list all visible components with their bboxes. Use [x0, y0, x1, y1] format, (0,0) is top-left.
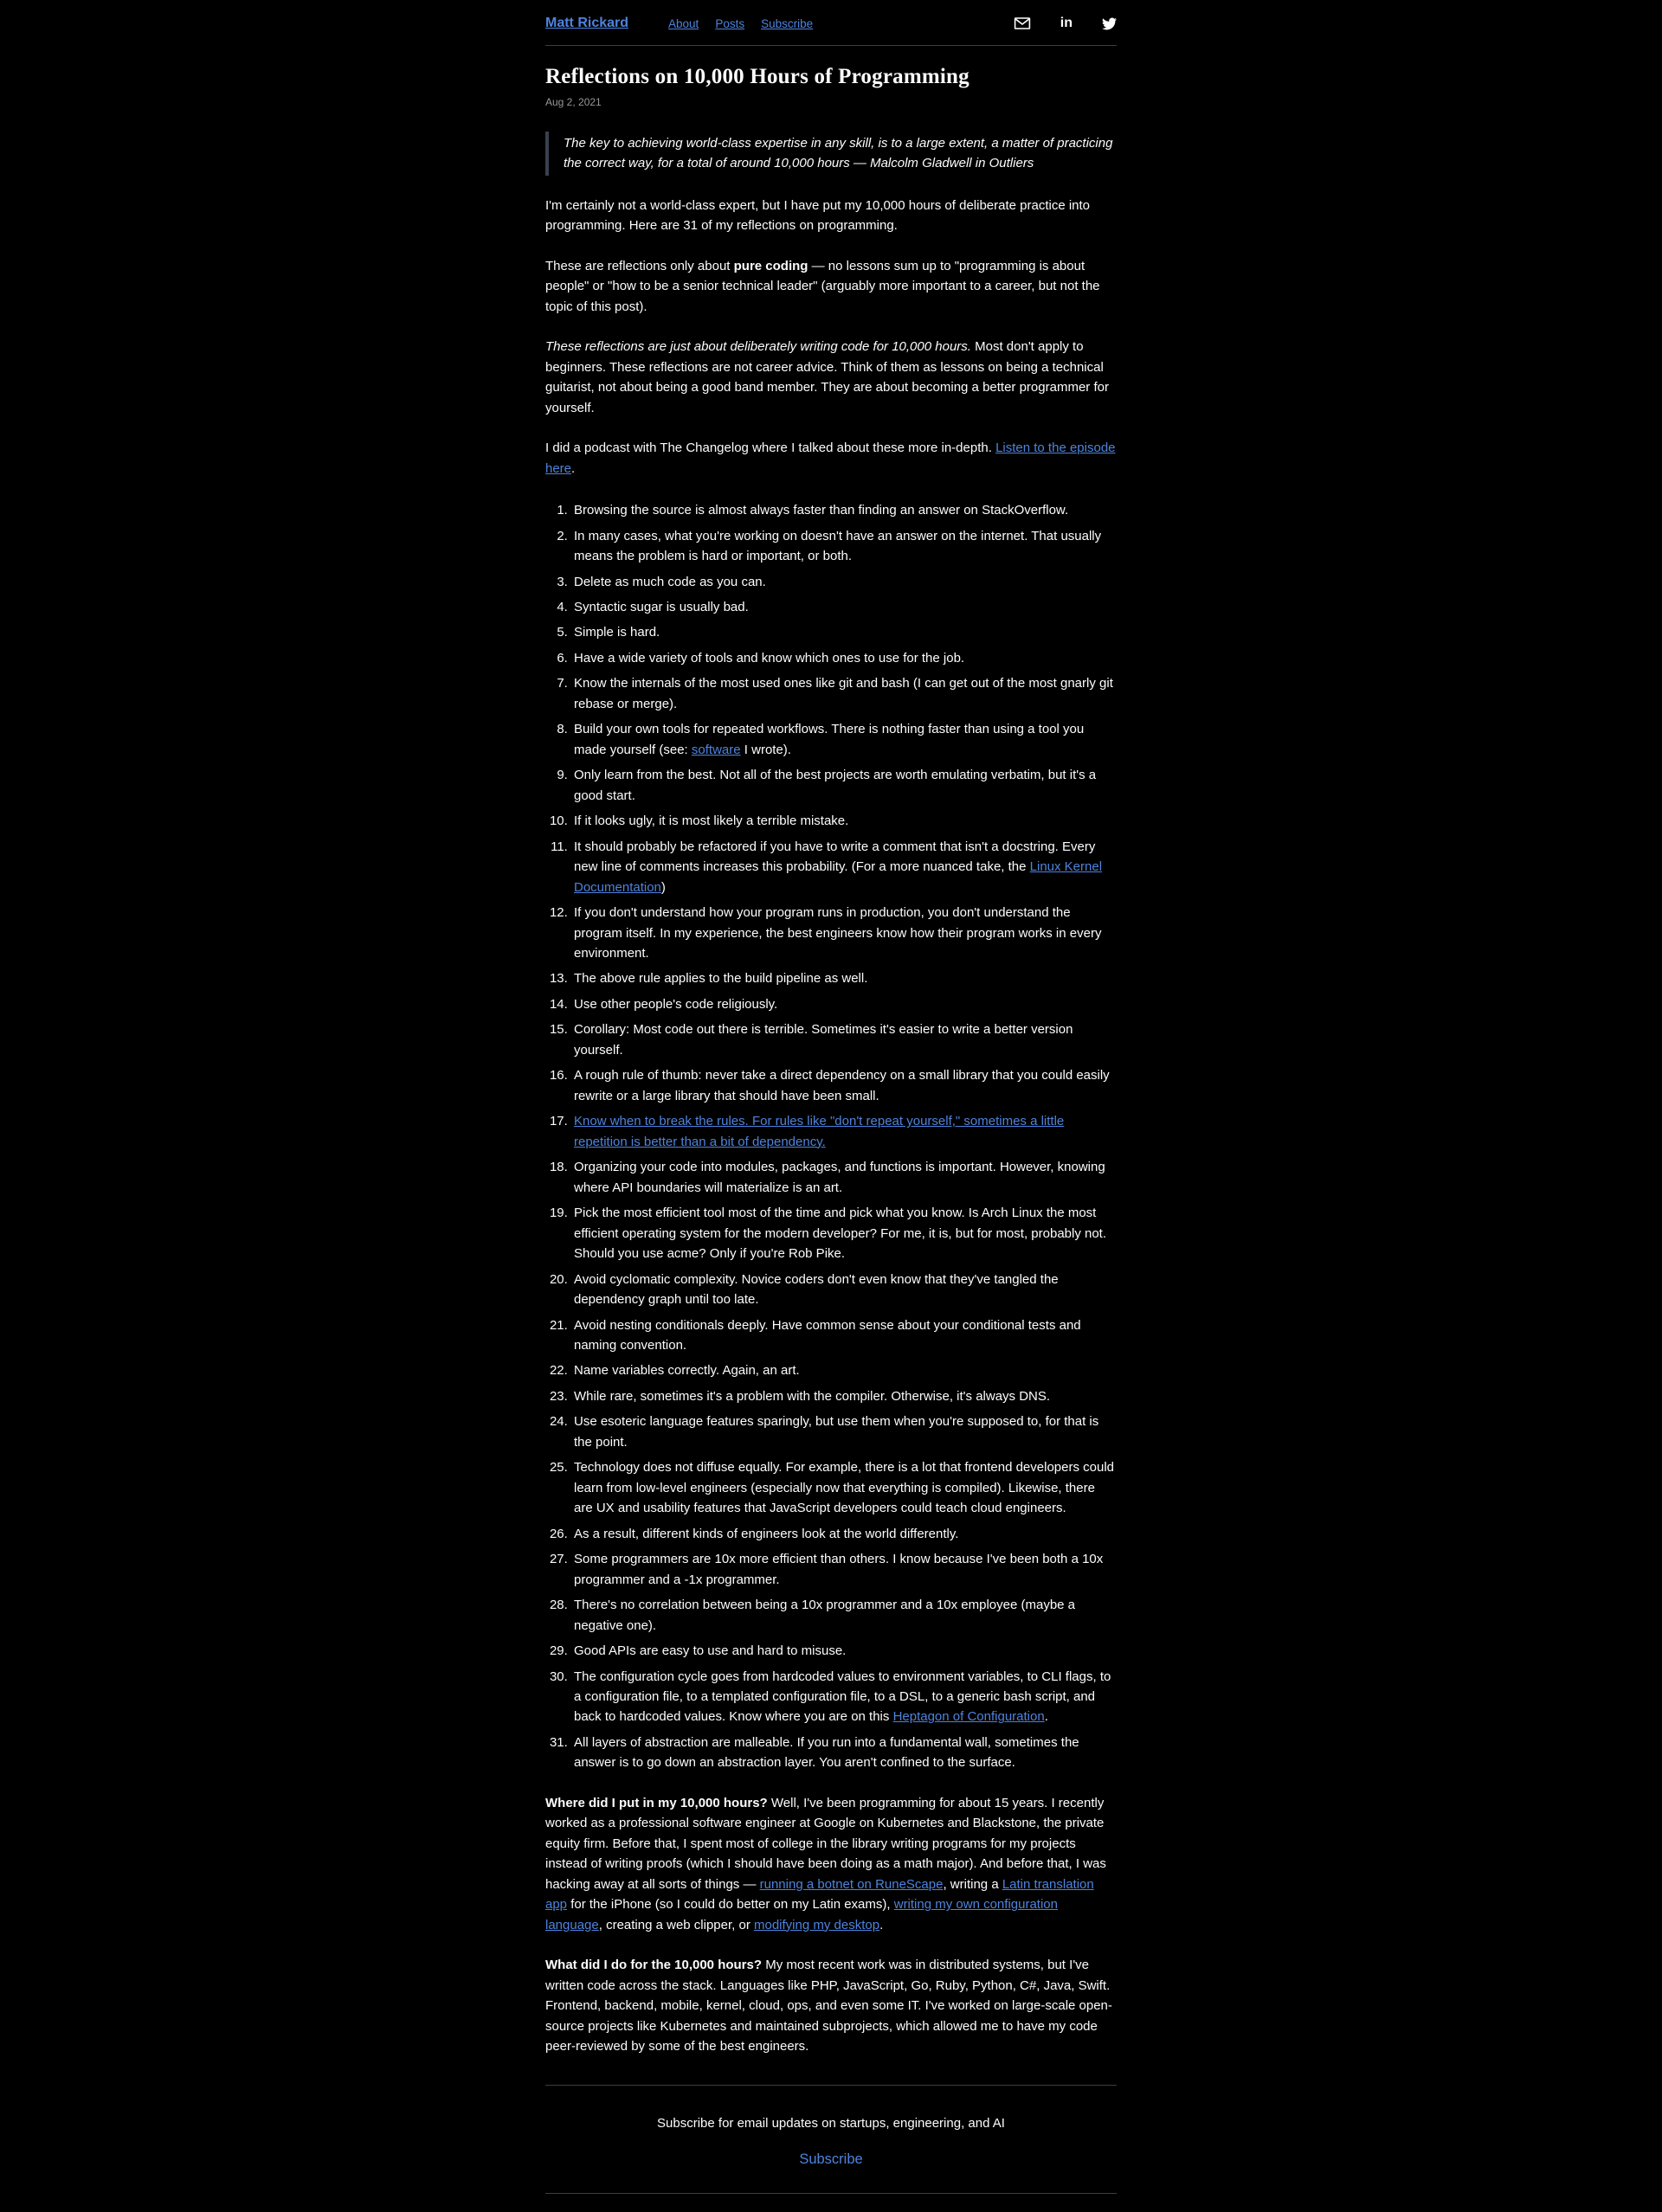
inline-link[interactable]: Listen to the episode here	[545, 440, 1116, 476]
article-paragraph: What did I do for the 10,000 hours? My most recent work was in distributed systems, but I've written code across the stack. Languages like PHP, JavaScript, Go, Ruby, Python, C#, Java, Swift. Frontend, backend, mobile, kernel, cloud, ops, and even some IT. I've worked on large-scale open-source projects like Kubernetes and maintained subprojects, which allowed me to have my code peer-reviewed by some of the best engineers.	[545, 1958, 1112, 2054]
reflection-item: 24. Use esoteric language features sparingly, but use them when you're supposed to, for that is the point.	[571, 1411, 1117, 1452]
inline-link[interactable]: Know when to break the rules. For rules like "don't repeat yourself," sometimes a little repetition is better than a bit of dependency.	[574, 1114, 1065, 1149]
reflection-item: 11. It should probably be refactored if you have to write a comment that isn't a docstring. Every new line of comments increases this probability. (For a more nuanced take, the Linux Kernel Documentation)	[571, 837, 1117, 897]
twitter-bird-icon	[1102, 17, 1117, 30]
site-footer	[545, 2085, 1117, 2194]
reflection-item: 8. Build your own tools for repeated workflows. There is nothing faster than using a tool you made yourself (see: software I wrote).	[571, 719, 1117, 760]
reflection-item: 20. Avoid cyclomatic complexity. Novice coders don't even know that they've tangled the dependency graph until too late.	[571, 1270, 1117, 1310]
inline-link[interactable]: writing my own configuration language	[545, 1897, 1058, 1932]
nav-posts[interactable]: Posts	[715, 16, 745, 30]
reflection-item: 4. Syntactic sugar is usually bad.	[571, 597, 1117, 617]
reflection-item: 5. Simple is hard.	[571, 622, 1117, 642]
reflection-item: 2. In many cases, what you're working on doesn't have an answer on the internet. That usually means the problem is hard or important, or both.	[571, 526, 1117, 567]
reflection-item: 15. Corollary: Most code out there is terrible. Sometimes it's easier to write a better version yourself.	[571, 1019, 1117, 1060]
reflection-item: 26. As a result, different kinds of engineers look at the world differently.	[571, 1524, 1117, 1544]
reflection-item: 12. If you don't understand how your program runs in production, you don't understand the program itself. In my experience, the best engineers know how their program works in every environment.	[571, 903, 1117, 963]
reflection-item: 1. Browsing the source is almost always faster than finding an answer on StackOverflow.	[571, 500, 1117, 520]
reflection-item: 25. Technology does not diffuse equally. For example, there is a lot that frontend developers could learn from low-level engineers (especially now that everything is compiled). Likewise, there are UX and usability features that JavaScript developers could teach cloud engineers.	[571, 1457, 1117, 1518]
reflection-item: 14. Use other people's code religiously.	[571, 994, 1117, 1014]
page-title: Reflections on 10,000 Hours of Programming	[545, 65, 970, 88]
footer-tagline: Subscribe for email updates on startups, engineering, and AI	[657, 2115, 1005, 2131]
reflection-item: 29. Good APIs are easy to use and hard to misuse.	[571, 1641, 1117, 1661]
inline-link[interactable]: modifying my desktop	[754, 1917, 880, 1932]
reflection-item: 13. The above rule applies to the build pipeline as well.	[571, 968, 1117, 988]
footer-divider-top	[545, 2085, 1117, 2086]
reflection-item: 7. Know the internals of the most used ones like git and bash (I can get out of the most gnarly git rebase or merge).	[571, 673, 1117, 714]
reflection-item: 16. A rough rule of thumb: never take a direct dependency on a small library that you could easily rewrite or a large library that should have been small.	[571, 1065, 1117, 1106]
intro-paragraphs	[545, 196, 1117, 479]
inline-link[interactable]: Latin translation app	[545, 1876, 1094, 1913]
reflection-item: 18. Organizing your code into modules, packages, and functions is important. However, knowing where API boundaries will materialize is an art.	[571, 1157, 1117, 1198]
reflection-item: 28. There's no correlation between being a 10x programmer and a 10x employee (maybe a negative one).	[571, 1595, 1117, 1636]
article-paragraph: These reflections are just about deliberately writing code for 10,000 hours. Most don't apply to beginners. These reflections are not career advice. Think of them as lessons on being a technical guitarist, not about being a good band member. They are about becoming a better programmer for yourself.	[545, 339, 1109, 415]
site-nav	[668, 17, 813, 30]
reflection-item: 19. Pick the most efficient tool most of the time and pick what you know. Is Arch Linux the most efficient operating system for the modern developer? For me, it is, but for most, probably not. Should you use acme? Only if you're Rob Pike.	[571, 1203, 1117, 1264]
reflections-list	[545, 500, 1117, 1773]
reflection-item: 3. Delete as much code as you can.	[571, 572, 1117, 592]
reflection-item: 22. Name variables correctly. Again, an art.	[571, 1360, 1117, 1380]
brand-link[interactable]: Matt Rickard	[545, 16, 629, 30]
footer-divider-bottom	[545, 2193, 1117, 2194]
nav-subscribe[interactable]: Subscribe	[761, 16, 814, 30]
article-paragraph: These are reflections only about pure coding — no lessons sum up to "programming is about people" or "how to be a senior technical leader" (arguably more important to a career, but not the topic of this post).	[545, 258, 1100, 314]
reflection-item	[571, 1111, 1117, 1152]
linkedin-glyph: in	[1060, 16, 1073, 30]
social-icons	[1014, 16, 1117, 30]
twitter-icon[interactable]	[1102, 17, 1117, 30]
linkedin-icon[interactable]	[1060, 16, 1073, 30]
bold-text: What did I do for the 10,000 hours?	[545, 1958, 763, 1973]
article-paragraph: I did a podcast with The Changelog where I talked about these more in-depth. Listen to the episode here.	[545, 440, 1116, 476]
inline-link[interactable]: Linux Kernel Documentation	[574, 859, 1103, 895]
reflection-item: 6. Have a wide variety of tools and know which ones to use for the job.	[571, 648, 1117, 668]
reflection-item: 31. All layers of abstraction are malleable. If you run into a fundamental wall, sometimes the answer is to go down an abstraction layer. You aren't confined to the surface.	[571, 1733, 1117, 1773]
site-header	[545, 0, 1117, 46]
article	[545, 65, 1117, 2057]
quote-block: The key to achieving world-class expertise in any skill, is to a large extent, a matter of practicing the correct way, for a total of around 10,000 hours — Malcolm Gladwell in Outliers	[545, 132, 1117, 176]
reflection-item: 10. If it looks ugly, it is most likely a terrible mistake.	[571, 811, 1117, 831]
article-paragraph: I'm certainly not a world-class expert, but I have put my 10,000 hours of deliberate practice into programming. Here are 31 of my reflections on programming.	[545, 197, 1091, 234]
post-date: Aug 2, 2021	[545, 96, 602, 108]
reflection-item: 27. Some programmers are 10x more efficient than others. I know because I've been both a 10x programmer and a -1x programmer.	[571, 1549, 1117, 1590]
envelope-icon	[1014, 16, 1031, 30]
closing-paragraphs	[545, 1793, 1117, 2057]
email-icon[interactable]	[1014, 16, 1031, 30]
inline-link[interactable]: software	[691, 742, 741, 757]
page	[545, 0, 1117, 2205]
article-paragraph: Where did I put in my 10,000 hours? Well, I've been programming for about 15 years. I recently worked as a professional software engineer at Google on Kubernetes and Blackstone, the private equity firm. Before that, I spent most of college in the library writing programs for my projects instead of writing proofs (which I should have been doing as a math major). And before that, I was hacking away at all sorts of things — running a botnet on RuneScape, writing a Latin translation app for the iPhone (so I could do better on my Latin exams), writing my own configuration language, creating a web clipper, or modifying my desktop.	[545, 1795, 1106, 1932]
footer-subscribe-link[interactable]: Subscribe	[799, 2151, 863, 2167]
reflection-item: 21. Avoid nesting conditionals deeply. Have common sense about your conditional tests and naming convention.	[571, 1315, 1117, 1356]
inline-link[interactable]: running a botnet on RuneScape	[759, 1876, 944, 1892]
bold-text: Where did I put in my 10,000 hours?	[545, 1795, 768, 1810]
reflection-item: 30. The configuration cycle goes from hardcoded values to environment variables, to CLI flags, to a configuration file, to a templated configuration file, to a DSL, to a generic bash script, and back to hardcoded values. Know where you are on this Heptagon of Configuration.	[571, 1667, 1117, 1727]
nav-about[interactable]: About	[668, 16, 699, 30]
reflection-item: 9. Only learn from the best. Not all of the best projects are worth emulating verbatim, but it's a good start.	[571, 765, 1117, 806]
inline-link[interactable]: Heptagon of Configuration	[892, 1709, 1045, 1725]
bold-text: pure coding	[733, 258, 808, 273]
italic-text: These reflections are just about deliberately writing code for 10,000 hours.	[545, 339, 971, 355]
reflection-item: 23. While rare, sometimes it's a problem with the compiler. Otherwise, it's always DNS.	[571, 1386, 1117, 1406]
